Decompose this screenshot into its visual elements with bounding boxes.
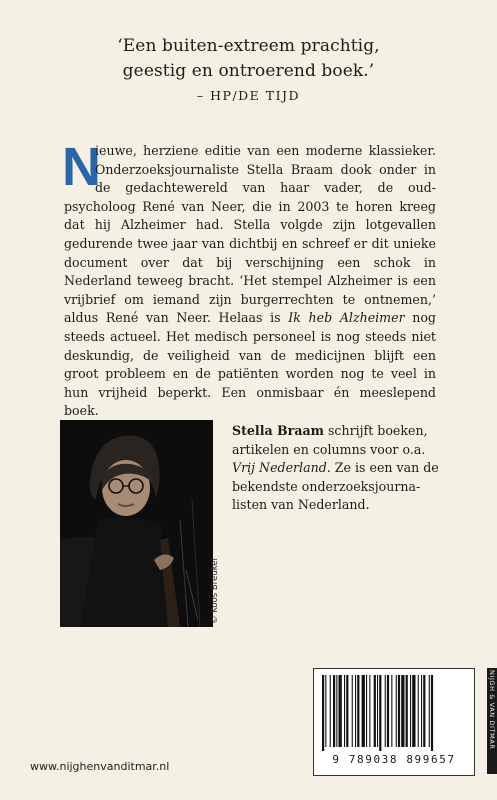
bio-text-2: . Ze is een van de bekendste onderzoeksjourna-listen van Nederland. <box>232 460 439 513</box>
quote-line-1: ‘Een buiten-extreem prachtig, <box>117 36 380 56</box>
isbn-number: 9 789038 899657 <box>332 753 456 766</box>
book-description <box>62 137 436 421</box>
review-quote <box>0 34 497 84</box>
quote-line-2: geestig en ontroerend boek.’ <box>122 61 375 81</box>
spine-strip <box>487 668 497 774</box>
isbn-barcode <box>313 668 475 776</box>
author-name: Stella Braam <box>232 423 324 438</box>
photo-credit: © Koos Breukel <box>210 558 220 624</box>
description-part-1: ieuwe, herziene editie van een moderne klassieker. Onderzoeksjournaliste Stella Braam dook onder in de gedachtewereld van haar vader, de oud-psycholoog René van Neer, die in 2003 te horen kreeg dat hij Alzheimer had. Stella volgde zijn lotgevallen gedurende twee jaar van dichtbij en schreef er dit unieke document over dat bij verschijning een schok in Nederland teweeg bracht. ‘Het stempel Alzheimer is een vrijbrief om iemand zijn burgerrechten te ontnemen,’ aldus René van Neer. Helaas is <box>64 143 436 326</box>
spine-publisher: NIJGH & VAN DITMAR <box>488 670 496 750</box>
author-photo <box>60 420 213 627</box>
author-portrait-illustration <box>60 420 213 627</box>
magazine-name: Vrij Nederland <box>232 460 327 476</box>
publisher-website: www.nijghenvanditmar.nl <box>30 760 170 773</box>
book-title-italic: Ik heb Alzheimer <box>288 310 405 326</box>
quote-source: – HP/DE TIJD <box>196 88 301 103</box>
description-text <box>62 137 436 421</box>
author-bio <box>232 422 447 515</box>
description-part-3: nog steeds actueel. Het medisch personeel is nog steeds niet deskundig, de veiligheid van de medicijnen blijft een groot probleem en de patiënten worden nog te veel in hun vrijheid beperkt. Een onmisbaar én meeslepend boek. <box>64 310 436 419</box>
barcode-bars <box>320 675 468 751</box>
bio-text-1: schrijft boeken, artikelen en columns voor o.a. <box>232 423 428 457</box>
drop-cap: N <box>62 137 101 197</box>
